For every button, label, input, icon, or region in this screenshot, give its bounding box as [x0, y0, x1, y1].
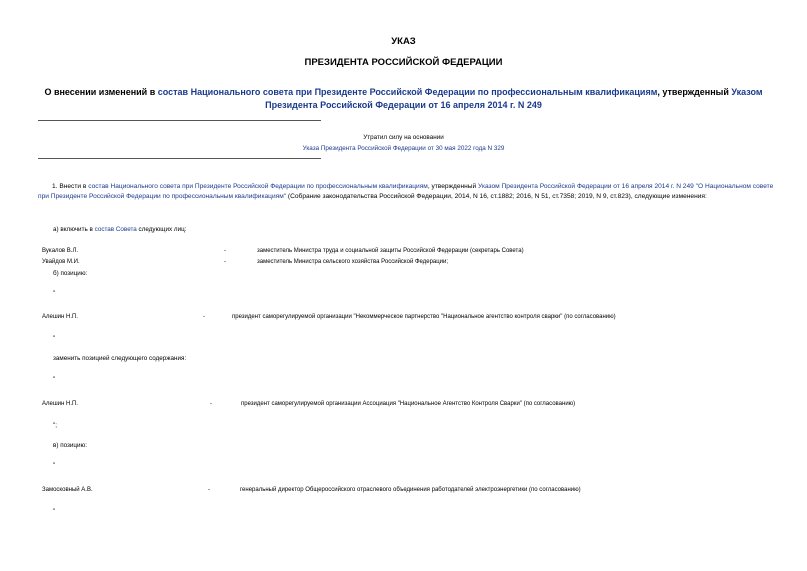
p1-link-decree[interactable]: Указом Президента Российской Федерации от 16 апреля 2014 г. N 249 "О Национальном совете при Президенте Российской Федерации по профессиональным квалификациям" — [38, 183, 774, 200]
divider-bottom — [38, 158, 321, 159]
item-a-prefix: а) включить в — [53, 226, 95, 233]
person-b1-role: президент саморегулируемой организации "Некоммерческое партнерство "Национальное агентство контроля сварки" (по согласованию) — [232, 314, 616, 320]
person-a2-dash: - — [224, 259, 226, 265]
replace-text: заменить позицией следующего содержания: — [53, 355, 187, 362]
person-a2-name: Увайдов М.И. — [42, 259, 80, 265]
item-a — [53, 226, 186, 233]
person-a1-dash: - — [224, 248, 226, 254]
quote-close-3: " — [53, 508, 56, 515]
person-b1-name: Алешин Н.П. — [42, 314, 78, 320]
status-line1: Утратил силу на основании — [363, 134, 444, 141]
title-link-council[interactable]: состав Национального совета при Президенте Российской Федерации по профессиональным квалификациям — [157, 87, 658, 97]
paragraph-1 — [38, 182, 778, 202]
item-c: в) позицию: — [53, 442, 88, 449]
quote-open-3: " — [53, 462, 56, 469]
person-a1-role: заместитель Министра труда и социальной защиты Российской Федерации (секретарь Совета) — [257, 248, 524, 254]
divider-top — [38, 120, 321, 121]
title-link-decree[interactable]: Указом — [731, 87, 763, 97]
p1-link-council[interactable]: состав Национального совета при Президенте Российской Федерации по профессиональным квалификациям — [88, 183, 428, 190]
doc-header-line2: ПРЕЗИДЕНТА РОССИЙСКОЙ ФЕДЕРАЦИИ — [304, 57, 503, 68]
item-a-link[interactable]: состав Совета — [94, 226, 137, 233]
quote-close-1: " — [53, 335, 56, 342]
p1-mid: , утвержденный — [427, 183, 479, 190]
doc-title — [30, 86, 777, 112]
person-b1-dash: - — [203, 314, 205, 320]
item-b: б) позицию: — [53, 270, 88, 277]
person-b2-name: Алешин Н.П. — [42, 401, 78, 407]
title-middle: , утвержденный — [657, 87, 732, 97]
person-b2-role: президент саморегулируемой организации Ассоциация "Национальное Агентство Контроля Сварки" (по согласованию) — [241, 401, 576, 407]
person-b2-dash: - — [210, 401, 212, 407]
status-link[interactable]: Указа Президента Российской Федерации от 30 мая 2022 года N 329 — [302, 145, 505, 152]
quote-open-2: " — [53, 376, 56, 383]
title-link-decree-date[interactable]: Президента Российской Федерации от 16 апреля 2014 г. N 249 — [265, 100, 542, 110]
person-c1-name: Замосковный А.В. — [42, 487, 93, 493]
p1-num: 1. Внести в — [52, 183, 89, 190]
quote-open-1: " — [53, 290, 56, 297]
quote-close-2: "; — [53, 422, 57, 429]
person-a2-role: заместитель Министра сельского хозяйства Российской Федерации; — [257, 259, 449, 265]
p1-tail: (Собрание законодательства Российской Федерации, 2014, N 16, ст.1882; 2016, N 51, ст.7358; 2019, N 9, ст.823), следующие изменения: — [286, 193, 707, 200]
doc-header-line1: УКАЗ — [391, 36, 416, 47]
title-prefix: О внесении изменений в — [44, 87, 158, 97]
person-c1-role: генеральный директор Общероссийского отраслевого объединения работодателей электроэнергетики (по согласованию) — [240, 487, 581, 493]
person-a1-name: Вукалов В.Л. — [42, 248, 79, 254]
person-c1-dash: - — [208, 487, 210, 493]
item-a-suffix: следующих лиц: — [136, 226, 187, 233]
